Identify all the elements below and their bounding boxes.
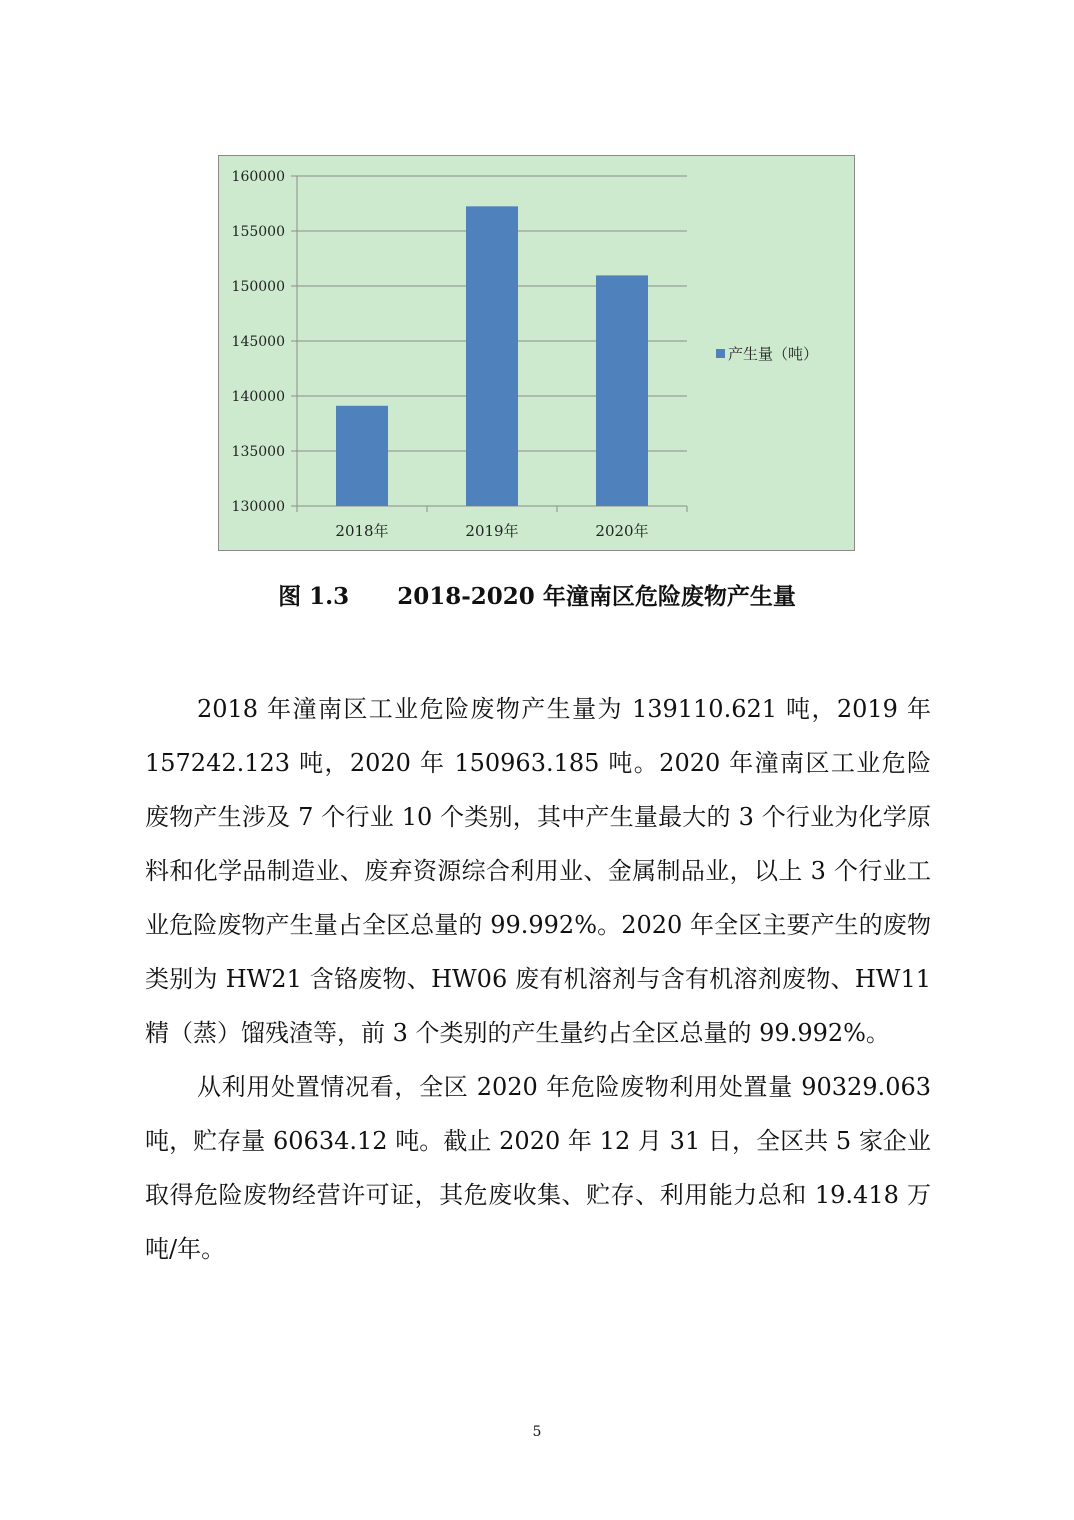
y-tick-label: 130000 xyxy=(231,499,285,515)
y-tick-label: 150000 xyxy=(231,279,285,295)
y-tick-label: 155000 xyxy=(231,224,285,240)
body-text xyxy=(145,682,931,1276)
bar xyxy=(596,275,648,506)
y-tick-label: 145000 xyxy=(231,334,285,350)
x-tick-label: 2019年 xyxy=(465,522,519,540)
y-tick-label: 135000 xyxy=(231,444,285,460)
page-number: 5 xyxy=(532,1424,542,1440)
y-tick-label: 140000 xyxy=(231,389,285,405)
bar xyxy=(336,406,388,506)
bar xyxy=(466,206,518,506)
paragraph-2: 从利用处置情况看，全区 2020 年危险废物利用处置量 90329.063 吨，贮存量 60634.12 吨。截止 2020 年 12 月 31 日，全区共 5 家企业取得危险废物经营许可证，其危废收集、贮存、利用能力总和 19.418 万吨/年。 xyxy=(145,1073,931,1263)
figure-number: 图 1.3 xyxy=(278,583,350,610)
bar-chart xyxy=(218,155,855,551)
figure-title: 2018-2020 年潼南区危险废物产生量 xyxy=(397,583,796,610)
legend-swatch xyxy=(716,349,725,358)
figure-caption xyxy=(0,578,1074,611)
chart-canvas xyxy=(219,156,856,552)
legend-label: 产生量（吨） xyxy=(728,345,819,363)
x-tick-label: 2018年 xyxy=(335,522,389,540)
y-tick-label: 160000 xyxy=(231,169,285,185)
paragraph-1: 2018 年潼南区工业危险废物产生量为 139110.621 吨，2019 年 157242.123 吨，2020 年 150963.185 吨。2020 年潼南区工业危险废物产生涉及 7 个行业 10 个类别，其中产生量最大的 3 个行业为化学原料和化学品制造业、废弃资源综合利用业、金属制品业，以上 3 个行业工业危险废物产生量占全区总量的 99.992%。2020 年全区主要产生的废物类别为 HW21 含铬废物、HW06 废有机溶剂与含有机溶剂废物、HW11 精（蒸）馏残渣等，前 3 个类别的产生量约占全区总量的 99.992%。 xyxy=(145,695,931,1047)
x-tick-label: 2020年 xyxy=(595,522,649,540)
